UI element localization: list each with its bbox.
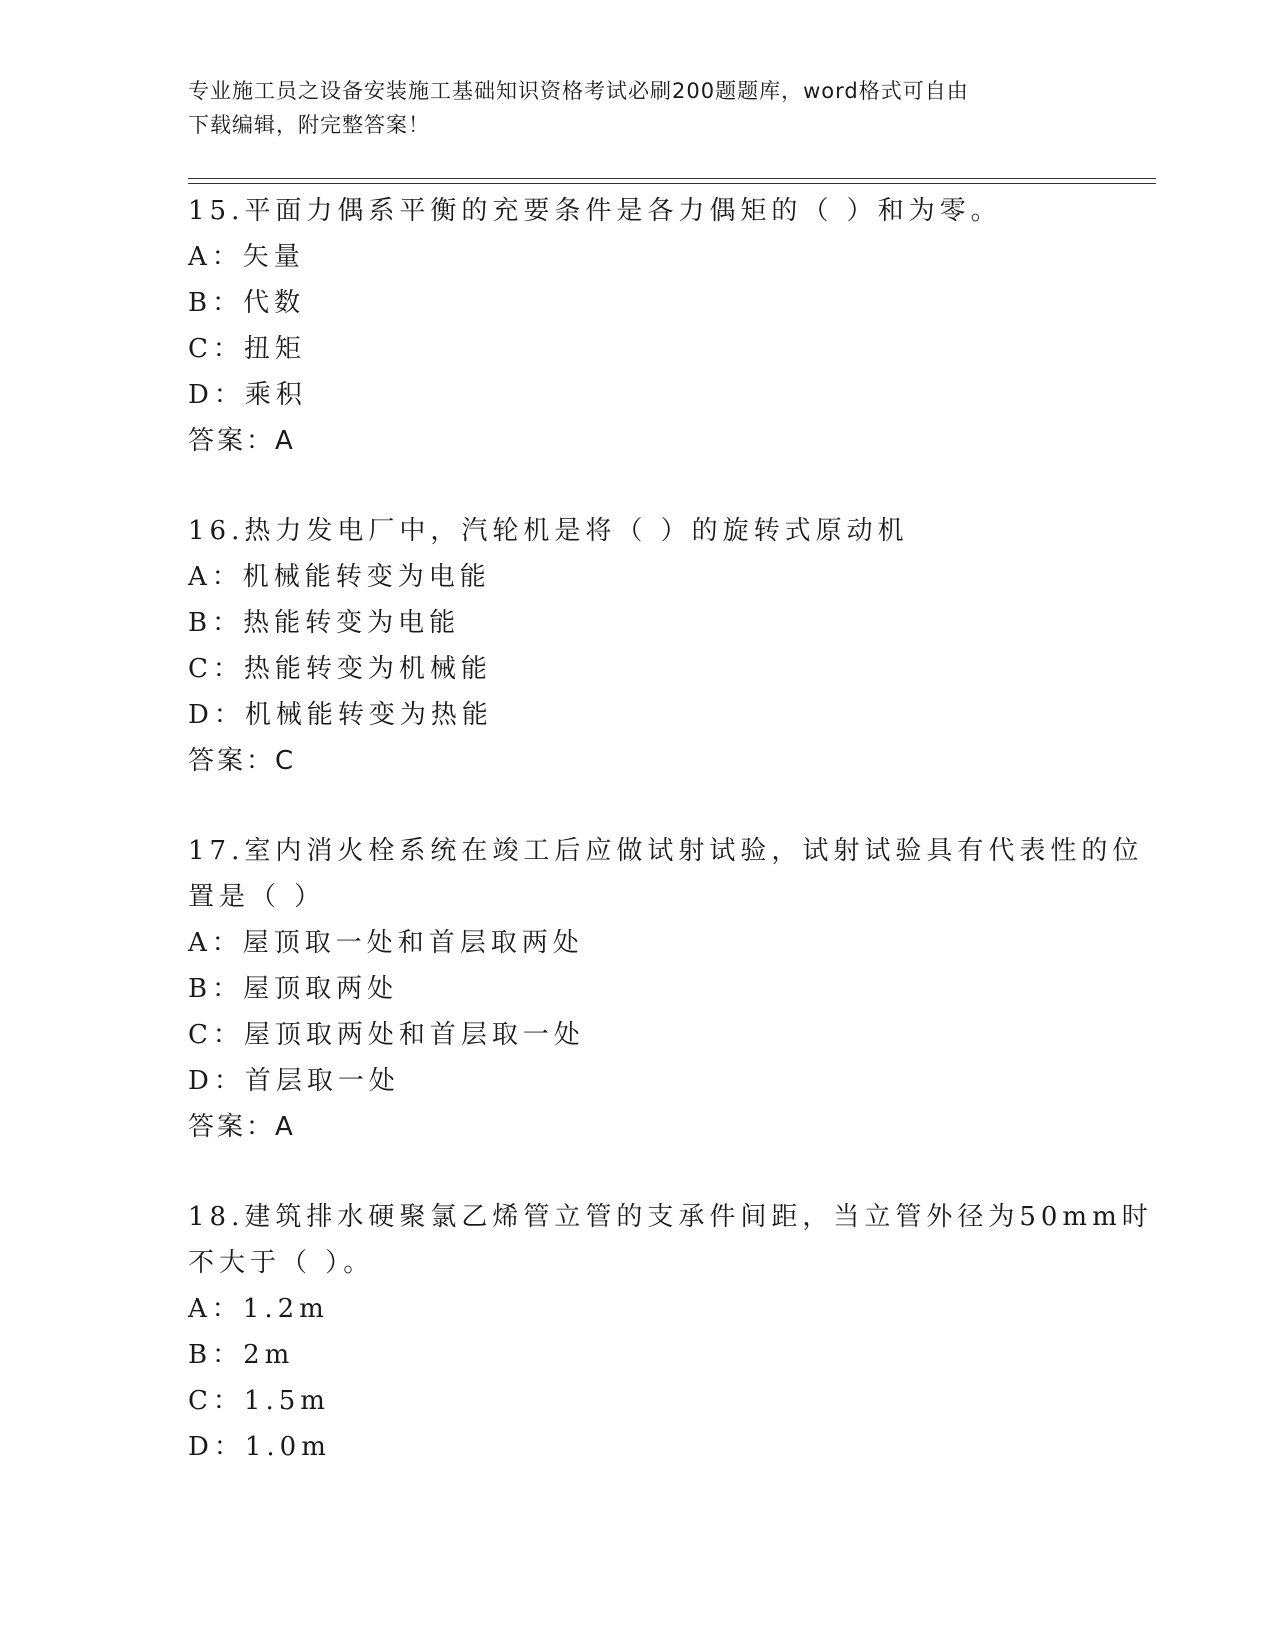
question-stem: 17.室内消火栓系统在竣工后应做试射试验，试射试验具有代表性的位 bbox=[188, 836, 1144, 866]
question-stem: 18.建筑排水硬聚氯乙烯管立管的支承件间距，当立管外径为50mm时 bbox=[188, 1202, 1153, 1232]
option-label: D： bbox=[188, 700, 245, 730]
option-text: 机械能转变为热能 bbox=[244, 700, 493, 730]
option-label: B： bbox=[188, 974, 244, 1004]
option-text: 屋顶取一处和首层取两处 bbox=[242, 928, 584, 958]
option-b bbox=[188, 966, 1088, 1012]
question-16 bbox=[188, 508, 1088, 784]
option-label: B： bbox=[188, 288, 244, 318]
option-label: C： bbox=[188, 654, 244, 684]
option-text: 屋顶取两处和首层取一处 bbox=[243, 1020, 585, 1050]
option-text: 1.5m bbox=[243, 1386, 330, 1416]
option-b bbox=[188, 1332, 1088, 1378]
option-label: B： bbox=[188, 1340, 244, 1370]
option-d bbox=[188, 692, 1088, 738]
option-text: 1.0m bbox=[244, 1432, 331, 1462]
question-17 bbox=[188, 828, 1144, 1150]
option-text: 代数 bbox=[243, 288, 306, 318]
answer-line: 答案：A bbox=[188, 426, 296, 456]
header-line-1: 专业施工员之设备安装施工基础知识资格考试必刷200题题库，word格式可自由 bbox=[188, 79, 969, 103]
option-label: C： bbox=[188, 1386, 244, 1416]
question-stem-continued: 不大于（ ）。 bbox=[188, 1248, 375, 1278]
document-header bbox=[188, 74, 1088, 142]
header-divider-bottom bbox=[188, 183, 1156, 184]
option-label: B： bbox=[188, 608, 244, 638]
option-d bbox=[188, 372, 1088, 418]
option-label: A： bbox=[188, 928, 243, 958]
option-label: D： bbox=[188, 380, 245, 410]
option-text: 机械能转变为电能 bbox=[242, 562, 491, 592]
option-c bbox=[188, 1378, 1088, 1424]
question-stem-continued: 置是（ ） bbox=[188, 882, 326, 912]
option-label: A： bbox=[188, 562, 243, 592]
option-c bbox=[188, 326, 1088, 372]
option-a bbox=[188, 920, 1088, 966]
option-text: 扭矩 bbox=[243, 334, 306, 364]
option-c bbox=[188, 1012, 1088, 1058]
question-stem: 16.热力发电厂中，汽轮机是将（ ）的旋转式原动机 bbox=[188, 516, 909, 546]
option-d bbox=[188, 1424, 1088, 1470]
option-label: A： bbox=[188, 1294, 243, 1324]
option-b bbox=[188, 600, 1088, 646]
option-label: C： bbox=[188, 1020, 244, 1050]
option-label: C： bbox=[188, 334, 244, 364]
header-divider-top bbox=[188, 178, 1156, 179]
option-text: 1.2m bbox=[242, 1294, 329, 1324]
option-text: 热能转变为电能 bbox=[243, 608, 461, 638]
option-c bbox=[188, 646, 1088, 692]
option-text: 乘积 bbox=[244, 380, 307, 410]
answer-line: 答案：A bbox=[188, 1112, 296, 1142]
option-text: 首层取一处 bbox=[244, 1066, 400, 1096]
question-list bbox=[188, 188, 1153, 1514]
option-a bbox=[188, 554, 1088, 600]
option-d bbox=[188, 1058, 1088, 1104]
option-b bbox=[188, 280, 1088, 326]
question-stem: 15.平面力偶系平衡的充要条件是各力偶矩的（ ）和为零。 bbox=[188, 196, 1002, 226]
question-18 bbox=[188, 1194, 1153, 1470]
option-label: A： bbox=[188, 242, 243, 272]
header-line-2: 下载编辑，附完整答案！ bbox=[188, 113, 430, 137]
option-text: 屋顶取两处 bbox=[243, 974, 399, 1004]
option-a bbox=[188, 234, 1088, 280]
answer-line: 答案：C bbox=[188, 746, 297, 776]
option-label: D： bbox=[188, 1066, 245, 1096]
option-text: 2m bbox=[243, 1340, 295, 1370]
option-label: D： bbox=[188, 1432, 245, 1462]
question-15 bbox=[188, 188, 1088, 464]
option-text: 热能转变为机械能 bbox=[243, 654, 492, 684]
option-a bbox=[188, 1286, 1088, 1332]
option-text: 矢量 bbox=[242, 242, 305, 272]
